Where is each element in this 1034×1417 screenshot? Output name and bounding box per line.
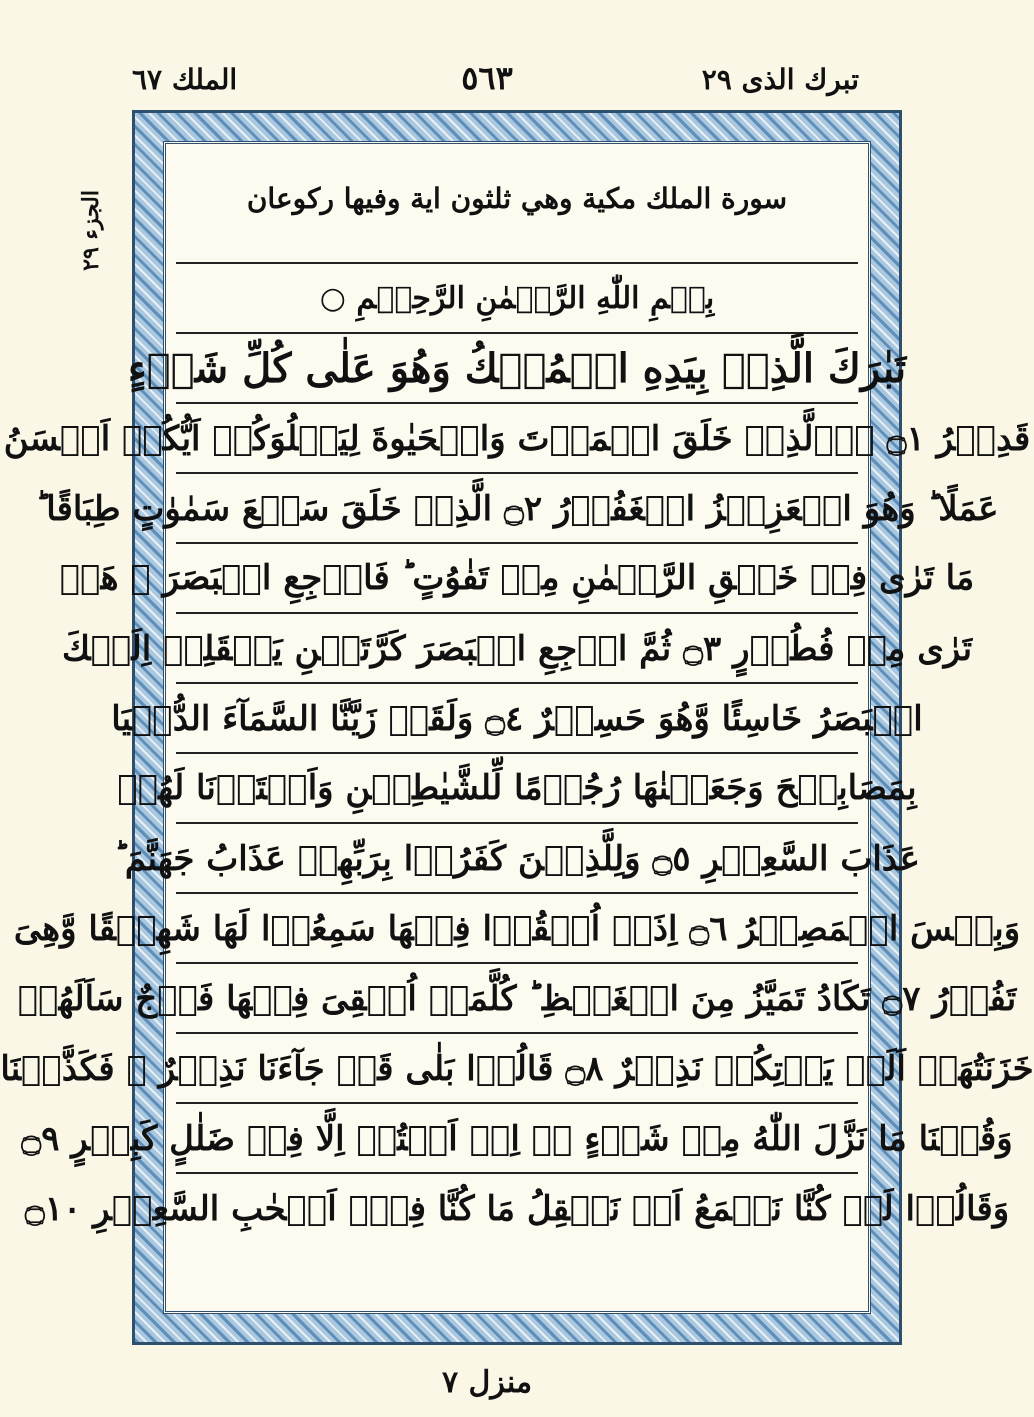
verse-line: عَذَابَ السَّعِيۡرِ ۝٥ وَلِلَّذِيۡنَ كَفَرُوۡا بِرَبِّهِمۡ عَذَابُ جَهَنَّمَ ؕ (176, 822, 858, 892)
page-number: ٥٦٣ (461, 59, 513, 97)
verse-line: وَقُلۡنَا مَا نَزَّلَ اللّٰهُ مِنۡ شَىۡءٍ ۖۚ اِنۡ اَنۡتُمۡ اِلَّا فِىۡ ضَلٰلٍ كَبِيۡرٍ ۝٩ (176, 1102, 858, 1172)
manzil-footer: منزل ٧ (441, 1365, 533, 1400)
verse-line: خَزَنَتُهَاۤ اَلَمۡ يَاۡتِكُمۡ نَذِيۡرٌ ۝٨ قَالُوۡا بَلٰى قَدۡ جَآءَنَا نَذِيۡرٌ ۙ فَكَذَّبۡنَا (176, 1032, 858, 1102)
verse-line: قَدِيۡرُ ۝١ اِۨلَّذِىۡ خَلَقَ الۡمَوۡتَ وَالۡحَيٰوةَ لِيَبۡلُوَكُمۡ اَيُّكُمۡ اَحۡسَنُ (176, 402, 858, 472)
header-juz-name: تبرك الذى ٢٩ (701, 63, 859, 96)
verse-line: وَبِئۡسَ الۡمَصِيۡرُ ۝٦ اِذَاۤ اُلۡقُوۡا فِيۡهَا سَمِعُوۡا لَهَا شَهِيۡقًا وَّهِىَ (176, 892, 858, 962)
bismillah-line: بِسۡمِ اللّٰهِ الرَّحۡمٰنِ الرَّحِيۡمِ ○ (176, 262, 858, 332)
verse-line: تَبٰرَكَ الَّذِىۡ بِيَدِهِ الۡمُلۡكُ وَهُوَ عَلٰى كُلِّ شَىۡءٍ (176, 332, 858, 402)
verse-line: تَرٰى مِنۡ فُطُوۡرٍ ۝٣ ثُمَّ ارۡجِعِ الۡبَصَرَ كَرَّتَيۡنِ يَنۡقَلِبۡ اِلَيۡكَ (176, 612, 858, 682)
page-header (0, 55, 974, 105)
juz-marker: الجزء ٢٩ (78, 190, 104, 271)
verse-line: تَفُوۡرُ ۝٧ تَكَادُ تَمَيَّزُ مِنَ الۡغَيۡظِ ؕ كُلَّمَاۤ اُلۡقِىَ فِيۡهَا فَوۡجٌ سَاَلَهُمۡ (176, 962, 858, 1032)
verse-line: عَمَلًا ؕ وَهُوَ الۡعَزِيۡزُ الۡغَفُوۡرُ ۝٢ الَّذِىۡ خَلَقَ سَبۡعَ سَمٰوٰتٍ طِبَاقًا ؕ (176, 472, 858, 542)
verse-line: بِمَصَابِيۡحَ وَجَعَلۡنٰهَا رُجُوۡمًا لِّلشَّيٰطِيۡنِ وَاَعۡتَدۡنَا لَهُمۡ (176, 752, 858, 822)
verse-line: مَا تَرٰى فِىۡ خَلۡقِ الرَّحۡمٰنِ مِنۡ تَفٰوُتٍ ؕ فَارۡجِعِ الۡبَصَرَ ۙ هَلۡ (176, 542, 858, 612)
verse-line: الۡبَصَرُ خَاسِئًا وَّهُوَ حَسِيۡرٌ ۝٤ وَلَقَدۡ زَيَّنَّا السَّمَآءَ الدُّنۡيَا (176, 682, 858, 752)
surah-title: سورة الملك مكية وهي ثلثون اية وفيها ركوعان (246, 182, 788, 215)
header-surah-name: الملك ٦٧ (132, 63, 238, 96)
verse-line: وَقَالُوۡا لَوۡ كُنَّا نَسۡمَعُ اَوۡ نَعۡقِلُ مَا كُنَّا فِىۡۤ اَصۡحٰبِ السَّعِيۡرِ ۝١٠ (176, 1172, 858, 1242)
